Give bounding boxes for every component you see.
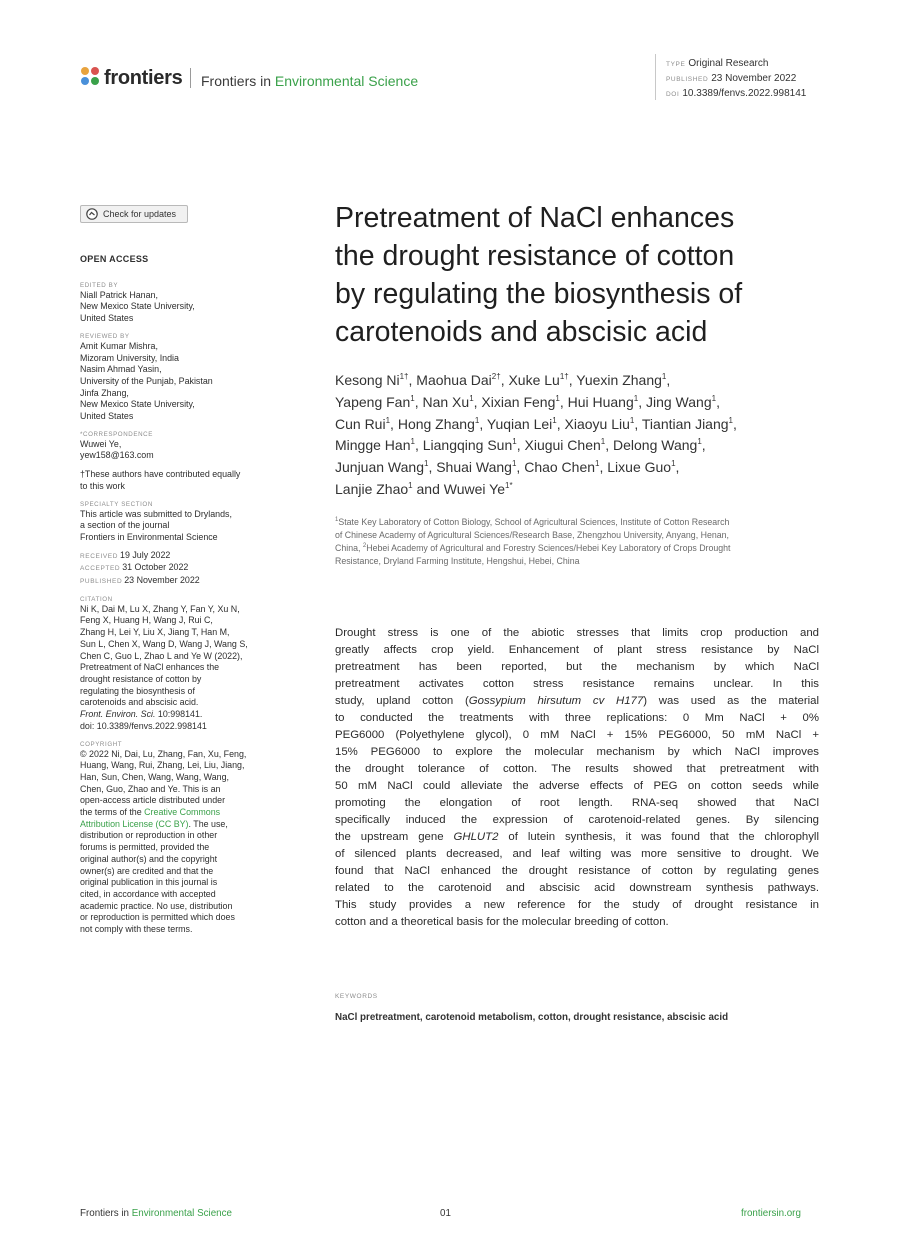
author-line: Junjuan Wang$^1$, Shuai Wang$^1$, Chao Chen$^1$, Lixue Guo$^1$, [335,459,680,476]
abstract-text: promoting the elongation of root length. RNA-seq showed that NaCl [335,797,819,809]
article-meta [666,57,806,102]
abstract-text: cotton and a theoretical basis for the molecular breeding of cotton. [335,916,669,928]
author-line: Kesong $Ni^{1\dagger}$, Maohua Dai$^{2\dagger}$, Xuke $Lu^{1\dagger}$, Yuexin Zhang$^1$, [335,372,671,388]
abstract-line [335,863,819,880]
author-name[interactable]: Xiugui Chen [524,437,601,454]
journal-subject: Environmental Science [274,73,419,89]
author-line: Yapeng Fan$^1$, Nan Xu$^1$, Xixian Feng$^1$, Hui Huang$^1$, Jing Wang$^1$, [335,393,720,410]
abstract-line [335,761,819,778]
author-line: Mingge Han$^1$, Liangqing Sun$^1$, Xiugui Chen$^1$, Delong Wang$^1$, [335,437,706,454]
abstract-line [335,880,819,897]
text-line: by regulating the biosynthesis of [335,278,743,310]
author-name[interactable]: Tiantian Jiang [641,415,729,432]
author-affiliation-mark: 1 [410,437,415,447]
text-line: Sun L, Chen X, Wang D, Wang J, Wang S, [80,638,248,649]
text-line: Mizoram University, India [80,352,179,363]
text-line: a section of the journal [80,520,170,531]
author-affiliation-mark: 1 [423,459,429,469]
page-number: 01 [440,1208,451,1219]
received-date: 19 July 2022 [120,549,171,560]
author-affiliation-mark: 1 [633,393,639,403]
abstract-text: specifically induced the expression of carotenoid-related genes. By silencing [335,814,819,826]
citation [80,604,278,709]
author-affiliation-mark: 1 [511,459,517,469]
abstract-line [335,659,819,676]
reviewed-by [80,341,278,423]
author-list [335,370,835,501]
abstract-line [335,744,819,761]
license-link-part2[interactable]: Attribution License (CC BY) [80,818,189,829]
footer-journal[interactable] [80,1208,232,1219]
text-line: New Mexico State University, [80,399,195,410]
abstract-text: 15% PEG6000 to explore the molecular mechanism by which NaCl improves [335,746,819,758]
open-access-label: OPEN ACCESS [80,254,149,264]
abstract-text: pretreatment has been reported, but the mechanism by which NaCl [335,661,819,673]
correspondence [80,439,278,462]
author-name[interactable]: Lanjie Zhao [335,480,409,497]
author-name[interactable]: Liangqing Sun [422,437,513,454]
author-name[interactable]: Cun Rui [335,415,386,432]
text-line: the drought resistance of cotton [335,240,735,272]
abstract-text: the drought tolerance of cotton. The results showed that pretreatment with [335,763,819,775]
author-affiliation-mark: 1† [399,372,409,381]
license-link-part1[interactable]: Creative Commons [144,807,221,818]
text-line: drought resistance of cotton by [80,673,202,684]
author-name[interactable]: Hui Huang [567,393,634,410]
author-affiliation-mark: 1† [559,372,569,381]
author-name[interactable]: Jing Wang [645,393,712,410]
author-name[interactable]: Maohua Dai [416,372,492,388]
correspondence-label: *CORRESPONDENCE [80,430,153,438]
author-name[interactable]: Chao Chen [524,459,596,476]
author-affiliation-mark: 1 [410,393,415,403]
text-line: Ni K, Dai M, Lu X, Zhang Y, Fan Y, Xu N, [80,603,240,614]
copyright-text-d [80,830,278,935]
text-line: Frontiers in Environmental Science [80,531,218,542]
author-affiliation-mark: 1 [711,393,717,403]
frontiers-logo-icon [80,66,102,88]
abstract-line [335,676,819,693]
author-name[interactable]: Xixian Feng [481,393,556,410]
abstract-text: 50 mM NaCl could alleviate the adverse effects of PEG on cotton seeds while [335,780,819,792]
text-line: Zhang H, Lei Y, Liu X, Jiang T, Han M, [80,627,230,638]
author-name[interactable]: Delong Wang [613,437,698,454]
article-title [335,199,835,351]
abstract-text: PEG6000 (Polyethylene glycol), 0 mM NaCl + 15% PEG6000, 50 mM NaCl + [335,729,819,741]
abstract-line [335,727,819,744]
text-line: original author(s) and the copyright [80,853,218,864]
text-line: regulating the biosynthesis of [80,685,195,696]
keywords: NaCl pretreatment, carotenoid metabolism, cotton, drought resistance, abscisic acid [335,1012,729,1023]
author-name[interactable]: Shuai Wang [436,459,512,476]
abstract-text: study, upland cotton ( [335,695,469,707]
sidebar [80,254,278,936]
text-line: Pretreatment of NaCl enhances [335,202,735,234]
author-affiliation-mark: 1* [505,480,513,490]
author-name[interactable]: Yapeng Fan [335,393,411,410]
text-line: New Mexico State University, [80,301,195,312]
text-line: open-access article distributed under [80,795,226,806]
author-affiliation-mark: 1 [555,393,560,403]
abstract-text: pretreatment activates cotton stress resistance remains unclear. In this [335,678,819,690]
text-line: Jinfa Zhang, [80,387,129,398]
abstract-text: found that NaCl enhanced the drought resistance of cotton by regulating genes [335,865,819,877]
author-name[interactable]: Hong Zhang [397,415,475,432]
abstract-text: the upstream gene [335,831,454,843]
copyright-c-post: . The use, [188,818,228,829]
author-affiliation-mark: 1 [595,459,600,469]
abstract-line [335,846,819,863]
check-updates-label: Check for updates [103,209,177,219]
citation-doi[interactable]: doi: 10.3389/fenvs.2022.998141 [80,720,207,731]
text-line: Han, Sun, Chen, Wang, Wang, Wang, [80,771,229,782]
journal-name[interactable] [201,72,418,90]
published-date: 23 November 2022 [124,575,200,586]
author-name[interactable]: and Wuwei Ye [416,480,505,497]
text-line: original publication in this journal is [80,877,218,888]
author-name[interactable]: Mingge Han [335,437,411,454]
received-label: RECEIVED [80,552,119,560]
abstract-text: of silenced plants decreased, and leaf wilting was more sensitive to drought. We [335,848,819,860]
abstract-line [335,642,819,659]
author-line [335,479,835,501]
citation-volume: 10:998141. [155,709,203,720]
author-affiliation-mark: 1 [629,415,635,425]
author-name[interactable]: Xiaoyu Liu [564,415,630,432]
text-line: United States [80,411,134,422]
abstract-line [335,795,819,812]
author-affiliation-mark: 1 [552,415,557,425]
text-line: academic practice. No use, distribution [80,900,233,911]
text-line: United States [80,313,134,324]
abstract-text: This study provides a new reference for the study of drought resistance in [335,899,819,911]
affiliation-text: State Key Laboratory of Cotton Biology, School of Agricultural Sciences, Institute of Cotton Research [338,517,730,527]
equal-contribution-note [80,469,278,492]
keywords-label: KEYWORDS [335,993,378,1000]
author-affiliation-mark: 1 [697,437,702,447]
abstract-line [335,897,819,914]
abstract-line [335,693,819,710]
author-affiliation-mark: 1 [661,372,667,381]
affiliation-text: China, [335,543,363,553]
footer-site-link[interactable]: frontiersin.org [741,1208,801,1219]
abstract-text: related to the carotenoid and abscisic acid downstream synthesis pathways. [335,882,819,894]
affiliations [335,516,825,568]
type-label: TYPE [666,61,686,68]
abstract-line [335,625,819,642]
text-line: Amit Kumar Mishra, [80,340,158,351]
author-name[interactable]: Junjuan Wang [335,459,424,476]
text-line: Feng X, Huang H, Wang J, Rui C, [80,615,213,626]
text-line: carotenoids and abscisic acid [335,316,708,348]
published-label-left: PUBLISHED [80,578,123,586]
abstract-text: of lutein synthesis, it was found that the chlorophyll [498,831,819,843]
affiliation-line [335,529,825,542]
author-name[interactable]: Yuqian Lei [486,415,553,432]
copyright-line-b [80,807,278,819]
abstract-line [335,829,819,846]
text-line: to this work [80,480,125,491]
text-line: Chen C, Guo L, Zhao L and Ye W (2022), [80,650,243,661]
author-name[interactable]: Kesong Ni [335,372,400,388]
abstract-text: ) was used as the material [643,695,820,707]
author-name[interactable]: Xuke Lu [508,372,560,388]
abstract-line [335,914,819,931]
abstract-italic-term: GHLUT2 [453,831,499,843]
affiliation-mark: 1 [335,517,339,523]
text-line: Nasim Ahmad Yasin, [80,364,162,375]
copyright-text-a [80,749,278,808]
check-updates-button[interactable] [80,205,188,223]
text-line: © 2022 Ni, Dai, Lu, Zhang, Fan, Xu, Feng, [80,748,247,759]
text-line: Chen, Guo, Zhao and Ye. This is an [80,783,221,794]
text-line: distribution or reproduction in other [80,830,218,841]
author-affiliation-mark: 1 [408,480,413,490]
accepted-label: ACCEPTED [80,565,121,573]
author-affiliation-mark: 1 [474,415,480,425]
specialty-label: SPECIALTY SECTION [80,500,153,508]
author-affiliation-mark: 1 [671,459,676,469]
update-icon [86,208,98,220]
journal-prefix: Frontiers in [201,73,272,89]
text-line: owner(s) are credited and that the [80,865,214,876]
text-line: Wuwei Ye, [80,438,122,449]
text-line: This article was submitted to Drylands, [80,508,232,519]
edited-by-label: EDITED BY [80,281,119,289]
text-line: forums is permitted, provided the [80,842,210,853]
author-name[interactable]: Lixue Guo [607,459,672,476]
citation-journal: Front. Environ. Sci. [80,709,156,720]
text-line: yew158@163.com [80,450,154,461]
affiliation-line [335,542,825,555]
specialty-section [80,509,278,544]
text-line: cited, in accordance with accepted [80,888,216,899]
text-line: Niall Patrick Hanan, [80,289,158,300]
author-affiliation-mark: 1 [385,415,391,425]
abstract-line [335,778,819,795]
author-affiliation-mark: 1 [512,437,517,447]
abstract-italic-term: Gossypium hirsutum cv H177 [468,695,644,707]
footer-journal-prefix: Frontiers in [80,1208,129,1219]
brand-name[interactable]: frontiers [104,67,183,89]
author-affiliation-mark: 1 [728,415,733,425]
text-line: Huang, Wang, Rui, Zhang, Lei, Liu, Jiang, [80,760,245,771]
reviewed-by-label: REVIEWED BY [80,332,130,340]
header-divider [190,68,191,88]
footer-journal-subject: Environmental Science [131,1208,232,1219]
affiliation-line [335,555,825,568]
author-line: Cun Rui$^1$, Hong Zhang$^1$, Yuqian Lei$^1$, Xiaoyu Liu$^1$, Tiantian Jiang$^1$, [335,415,737,432]
affiliation-mark: 2 [362,543,367,549]
accepted-date: 31 October 2022 [122,562,189,573]
text-line: †These authors have contributed equally [80,469,241,480]
citation-journal-line [80,709,278,721]
doi-value[interactable]: 10.3389/fenvs.2022.998141 [682,88,807,99]
abstract-line [335,710,819,727]
text-line: carotenoids and abscisic acid. [80,697,199,708]
copyright-label: COPYRIGHT [80,740,123,748]
affiliation-text: Resistance, Dryland Farming Institute, Hengshui, Hebei, China [335,556,580,566]
abstract-text: to conducted the treatments with three replications: 0 Mm NaCl + 0% [335,712,819,724]
published-value: 23 November 2022 [711,73,797,84]
text-line: or reproduction is permitted which does [80,912,235,923]
abstract-line [335,812,819,829]
abstract-text: greatly affects crop yield. Enhancement of plant stress resistance by NaCl [335,644,819,656]
author-name[interactable]: Yuexin Zhang [576,372,662,388]
author-affiliation-mark: 1 [600,437,606,447]
edited-by [80,290,278,325]
abstract-text: Drought stress is one of the abiotic stresses that limits crop production and [335,627,819,639]
author-name[interactable]: Nan Xu [422,393,470,410]
type-value: Original Research [688,58,769,69]
copyright-line-c [80,819,278,831]
abstract [335,625,819,931]
published-label: PUBLISHED [666,76,709,83]
author-affiliation-mark: 2† [491,372,501,381]
text-line: not comply with these terms. [80,924,193,935]
affiliation-line [335,516,825,529]
citation-label: CITATION [80,595,113,603]
doi-label: DOI [666,91,680,98]
affiliation-text: Hebei Academy of Agricultural and Forestry Sciences/Hebei Key Laboratory of Crops Drought [366,543,731,553]
copyright-b-pre: the terms of the [80,807,145,818]
author-affiliation-mark: 1 [469,393,474,403]
text-line: University of the Punjab, Pakistan [80,375,213,386]
affiliation-text: of Chinese Academy of Agricultural Sciences/Research Base, Zhengzhou University, Anyang, Henan, [335,530,729,540]
meta-divider [655,54,656,100]
text-line: Pretreatment of NaCl enhances the [80,662,220,673]
